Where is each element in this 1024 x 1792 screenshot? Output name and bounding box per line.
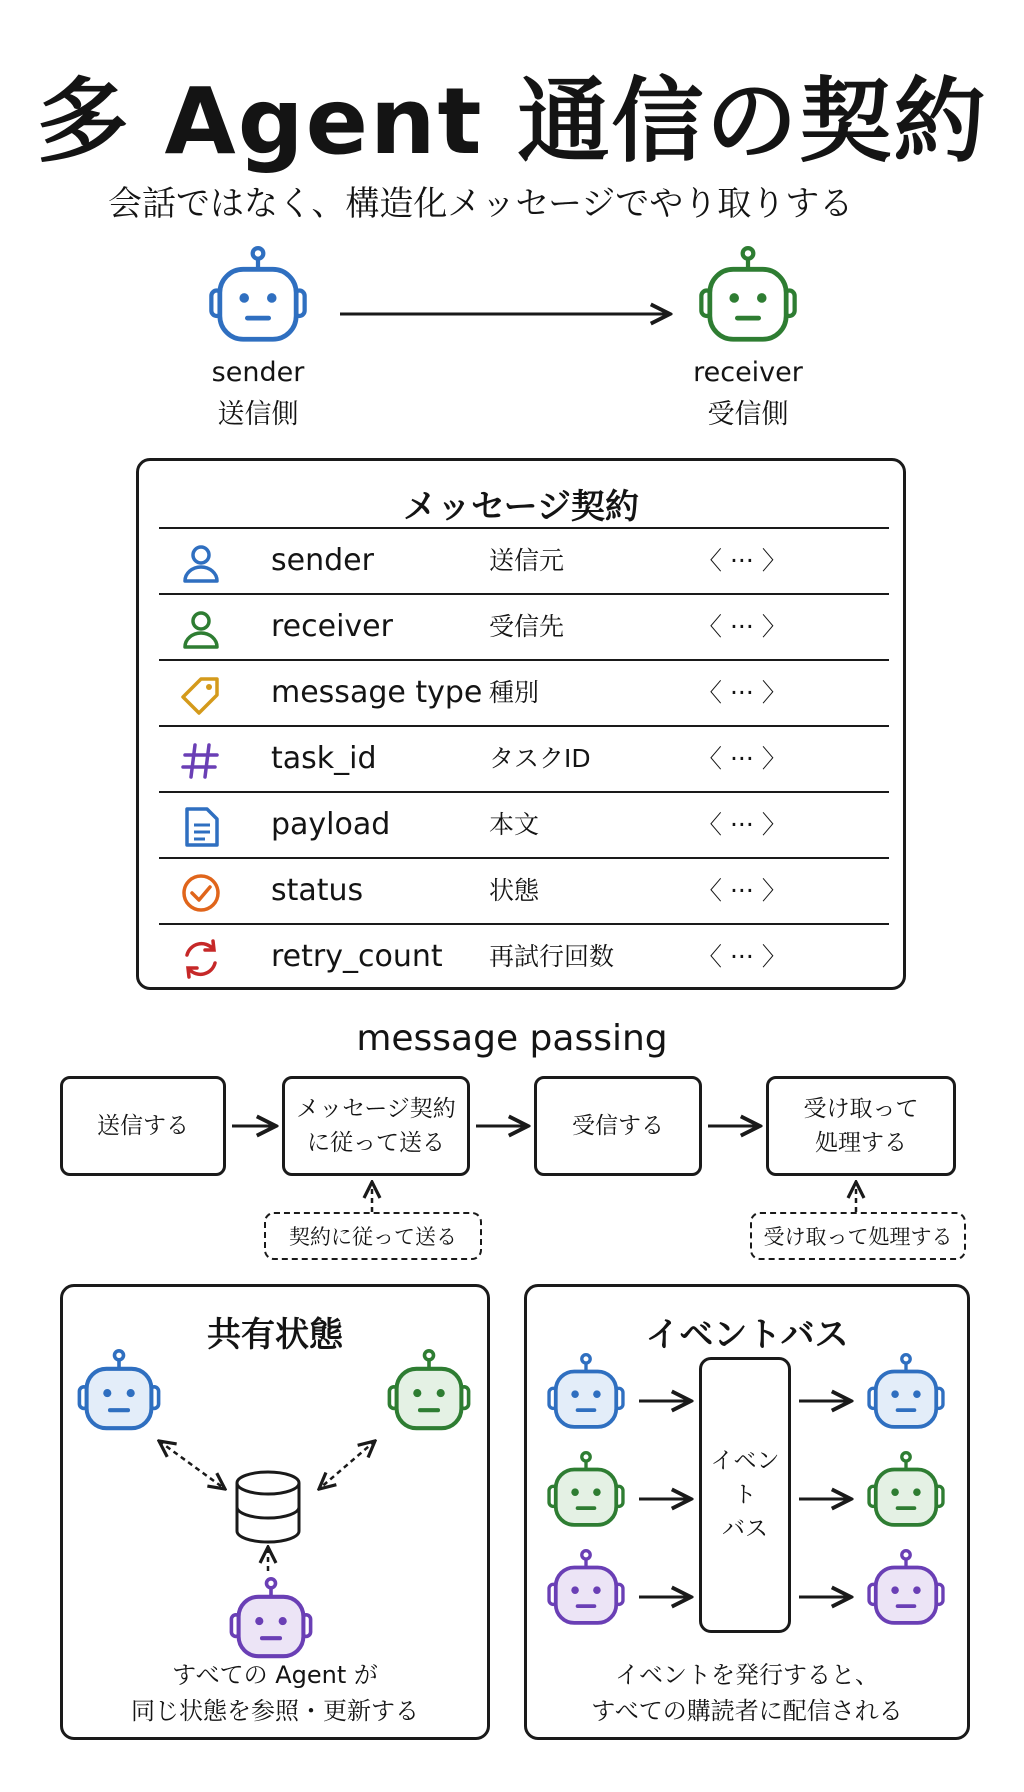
sender-label-jp: 送信側	[217, 399, 299, 430]
field-name: payload	[271, 807, 391, 842]
field-name: message type	[271, 675, 483, 710]
receiver-robot-icon	[690, 246, 806, 352]
shared-robot-green-icon	[381, 1349, 477, 1439]
field-name: receiver	[271, 609, 393, 644]
user-icon	[179, 607, 223, 651]
sender-caption	[178, 352, 338, 436]
field-name: sender	[271, 543, 374, 578]
field-description: タスクID	[489, 744, 591, 773]
field-description: 受信先	[489, 612, 565, 641]
receiver-caption	[668, 352, 828, 436]
event-bus-arrows	[527, 1287, 973, 1647]
field-value-placeholder: 〈 ··· 〉	[697, 612, 787, 641]
table-title: メッセージ契約	[403, 487, 639, 527]
field-description: 本文	[489, 810, 540, 839]
page-title: 多 Agent 通信の契約	[36, 68, 988, 175]
field-description: 送信元	[489, 546, 565, 575]
tag-icon	[179, 673, 223, 717]
step-send: 送信する	[60, 1076, 226, 1176]
contract-row	[159, 527, 889, 595]
shared-state-caption	[63, 1657, 487, 1729]
check-circle-icon	[179, 871, 223, 915]
field-name: task_id	[271, 741, 377, 776]
contract-row	[159, 857, 889, 925]
shared-state-caption-line1: すべての Agent が	[172, 1661, 378, 1689]
field-description: 再試行回数	[489, 942, 615, 971]
sender-robot-icon	[200, 246, 316, 352]
field-value-placeholder: 〈 ··· 〉	[697, 678, 787, 707]
step-contract: メッセージ契約 に従って送る	[282, 1076, 470, 1176]
shared-robot-purple-icon	[223, 1577, 319, 1667]
message-contract-table	[136, 458, 906, 990]
field-value-placeholder: 〈 ··· 〉	[697, 810, 787, 839]
shared-state-arrows	[63, 1427, 493, 1527]
contract-row	[159, 791, 889, 859]
shared-state-panel	[60, 1284, 490, 1740]
field-value-placeholder: 〈 ··· 〉	[697, 744, 787, 773]
event-bus-box: イベント バス	[699, 1357, 791, 1633]
message-passing-title: message passing	[356, 1018, 668, 1059]
event-bus-caption-line1: イベントを発行すると、	[615, 1661, 879, 1689]
field-value-placeholder: 〈 ··· 〉	[697, 942, 787, 971]
field-value-placeholder: 〈 ··· 〉	[697, 546, 787, 575]
event-bus-title: イベントバス	[645, 1315, 849, 1355]
field-name: retry_count	[271, 939, 443, 974]
sender-to-receiver-arrow	[330, 300, 680, 330]
field-description: 種別	[489, 678, 540, 707]
field-description: 状態	[489, 876, 540, 905]
user-icon	[179, 541, 223, 585]
hash-icon	[179, 739, 223, 783]
contract-row	[159, 725, 889, 793]
shared-state-title: 共有状態	[207, 1315, 343, 1355]
refresh-icon	[179, 937, 223, 981]
field-name: status	[271, 873, 364, 908]
receiver-label-jp: 受信側	[707, 399, 789, 430]
step-receive: 受信する	[534, 1076, 702, 1176]
shared-robot-blue-icon	[71, 1349, 167, 1439]
contract-row	[159, 593, 889, 661]
document-icon	[179, 805, 223, 849]
shared-state-caption-line2: 同じ状態を参照・更新する	[131, 1697, 419, 1725]
contract-row	[159, 659, 889, 727]
event-bus-panel	[524, 1284, 970, 1740]
note-contract-send: 契約に従って送る	[264, 1212, 482, 1260]
page-subtitle: 会話ではなく、構造化メッセージでやり取りする	[108, 184, 854, 224]
contract-row	[159, 923, 889, 991]
event-bus-caption	[527, 1657, 967, 1729]
sender-label-en: sender	[211, 357, 305, 388]
event-bus-caption-line2: すべての購読者に配信される	[591, 1697, 903, 1725]
field-value-placeholder: 〈 ··· 〉	[697, 876, 787, 905]
step-process: 受け取って 処理する	[766, 1076, 956, 1176]
note-receive-process: 受け取って処理する	[750, 1212, 966, 1260]
receiver-label-en: receiver	[693, 357, 803, 388]
